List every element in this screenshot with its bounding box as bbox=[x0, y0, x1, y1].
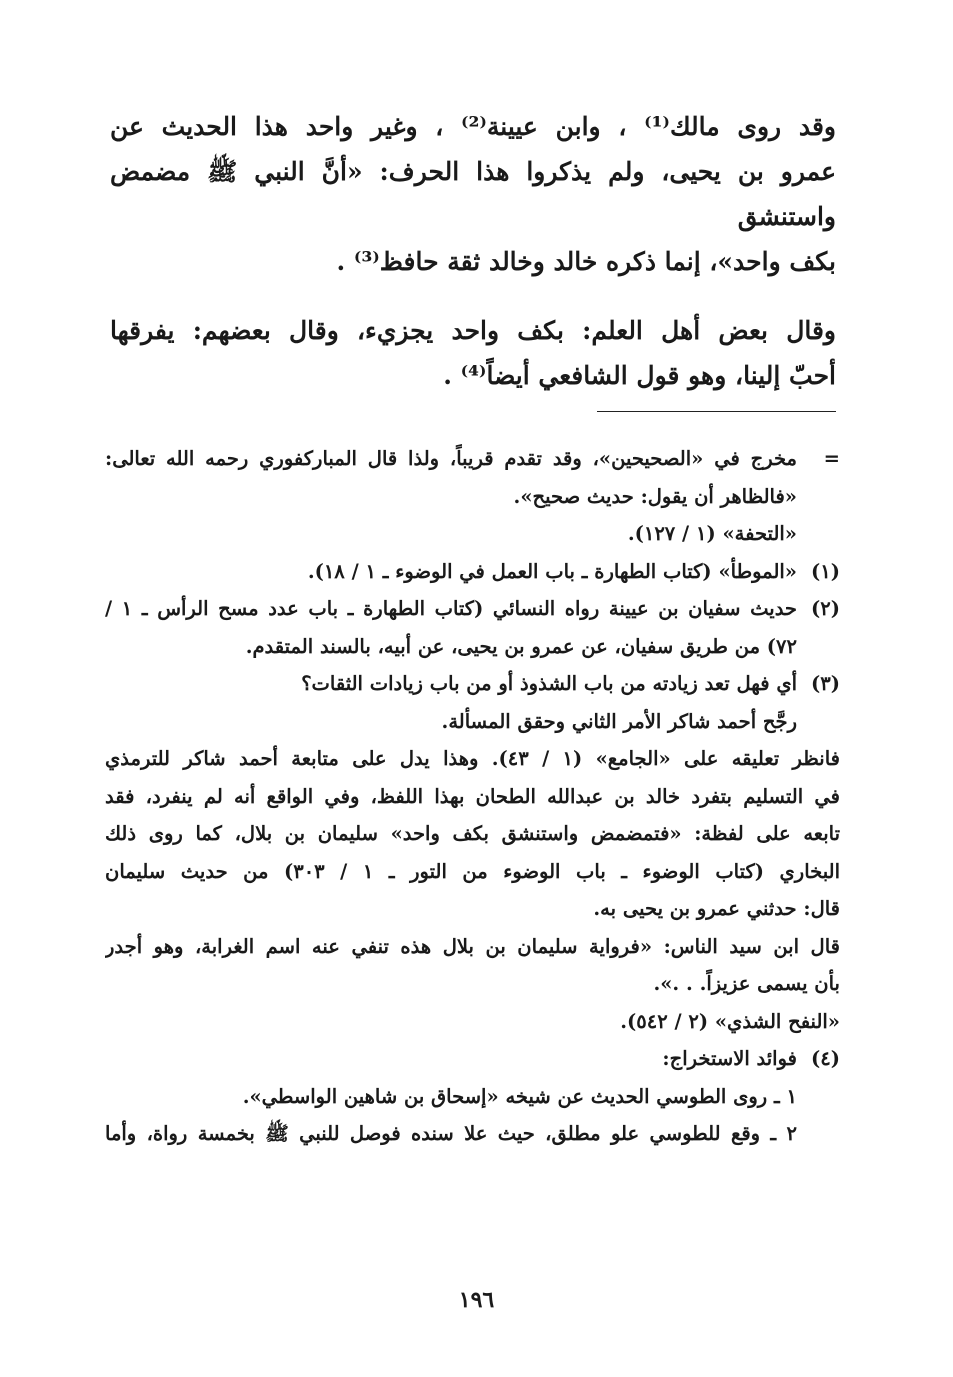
footnote-3 bbox=[105, 665, 840, 703]
text-line: بأن يسمى عزيزاً. . .». bbox=[653, 972, 840, 995]
footnote-number: (٤) bbox=[811, 1047, 840, 1070]
footnote-continuation bbox=[105, 440, 840, 478]
main-paragraph-2 bbox=[110, 308, 836, 398]
text-line: بكف واحد»، إنما ذكره خالد وخالد ثقة حافظ⁽³⁾ . bbox=[336, 247, 836, 276]
text-line: حديث سفيان بن عيينة رواه النسائي (كتاب الطهارة ـ باب عدد مسح الرأس ـ ١ / bbox=[105, 597, 797, 620]
text-line: «التحفة» (١ / ١٢٧). bbox=[627, 522, 797, 545]
text-line: «الموطأ» (كتاب الطهارة ـ باب العمل في الوضوء ـ ١ / ١٨). bbox=[307, 559, 797, 583]
text-line: رجَّح أحمد شاكر الأمر الثاني وحقق المسألة. bbox=[441, 709, 797, 733]
footnote-1 bbox=[105, 553, 840, 591]
text-line: مخرج في «الصحيحين»، وقد تقدم قريباً، ولذا قال المباركفوري رحمه الله تعالى: bbox=[105, 447, 797, 470]
footnote-separator bbox=[597, 411, 836, 412]
text-line: وقال بعض أهل العلم: بكف واحد يجزيء، وقال بعضهم: يفرقها bbox=[110, 316, 836, 345]
text-line: أحبّ إلينا، وهو قول الشافعي أيضاً⁽⁴⁾ . bbox=[443, 361, 836, 390]
text-line: قال: حدثني عمرو بن يحيى به. bbox=[593, 897, 840, 920]
text-line: أي فهل تعد زيادته من باب الشذوذ أو من باب زيادات الثقات؟ bbox=[301, 672, 797, 695]
list-item: ٢ ـ وقع للطوسي علو مطلق، حيث علا سنده فوصل للنبي ﷺ بخمسة رواة، وأما bbox=[105, 1122, 797, 1145]
footnotes bbox=[105, 440, 840, 1153]
list-item: ١ ـ روى الطوسي الحديث عن شيخه «إسحاق بن شاهين الواسطي». bbox=[242, 1084, 797, 1108]
continuation-mark: = bbox=[823, 447, 840, 470]
page-number: ١٩٦ bbox=[458, 1287, 495, 1313]
footnote-4 bbox=[105, 1040, 840, 1078]
text-line: فانظر تعليقه على «الجامع» (١ / ٤٣). وهذا يدل على متابعة أحمد شاكر للترمذي bbox=[105, 747, 840, 770]
text-line: وقد روى مالك⁽¹⁾ ، وابن عيينة⁽²⁾ ، وغير واحد هذا الحديث عن bbox=[110, 112, 836, 141]
footnote-number: (٣) bbox=[811, 672, 840, 695]
footnote-number: (٢) bbox=[811, 597, 840, 620]
text-line: «فالظاهر أن يقول: حديث صحيح». bbox=[513, 484, 797, 508]
text-line: البخاري (كتاب الوضوء ـ باب الوضوء من التور ـ ١ / ٣٠٣) من حديث سليمان bbox=[105, 859, 840, 883]
footnote-number: (١) bbox=[811, 559, 840, 583]
text-line: تابعه على لفظة: «فتمضمض واستنشق بكف واحد» سليمان بن بلال، كما روى ذلك bbox=[105, 822, 840, 845]
text-line: ٧٢) من طريق سفيان، عن عمرو بن يحيى، عن أبيه، بالسند المتقدم. bbox=[245, 634, 797, 658]
footnote-2 bbox=[105, 590, 840, 628]
text-line: فوائد الاستخراج: bbox=[662, 1047, 797, 1070]
text-line: في التسليم بتفرد خالد بن عبدالله الطحان بهذا اللفظ، وفي الواقع أنه لم ينفرد، فقد bbox=[105, 784, 840, 808]
text-line: «النفح الشذي» (٢ / ٥٤٢). bbox=[620, 1009, 840, 1033]
text-line: عمرو بن يحيى، ولم يذكروا هذا الحرف: «أنَّ النبي ﷺ مضمض واستنشق bbox=[110, 157, 836, 231]
text-line: قال ابن سيد الناس: «فرواية سليمان بن بلال هذه تنفي عنه اسم الغرابة، وهو أجدر bbox=[105, 934, 840, 958]
main-paragraph-1 bbox=[110, 104, 836, 284]
